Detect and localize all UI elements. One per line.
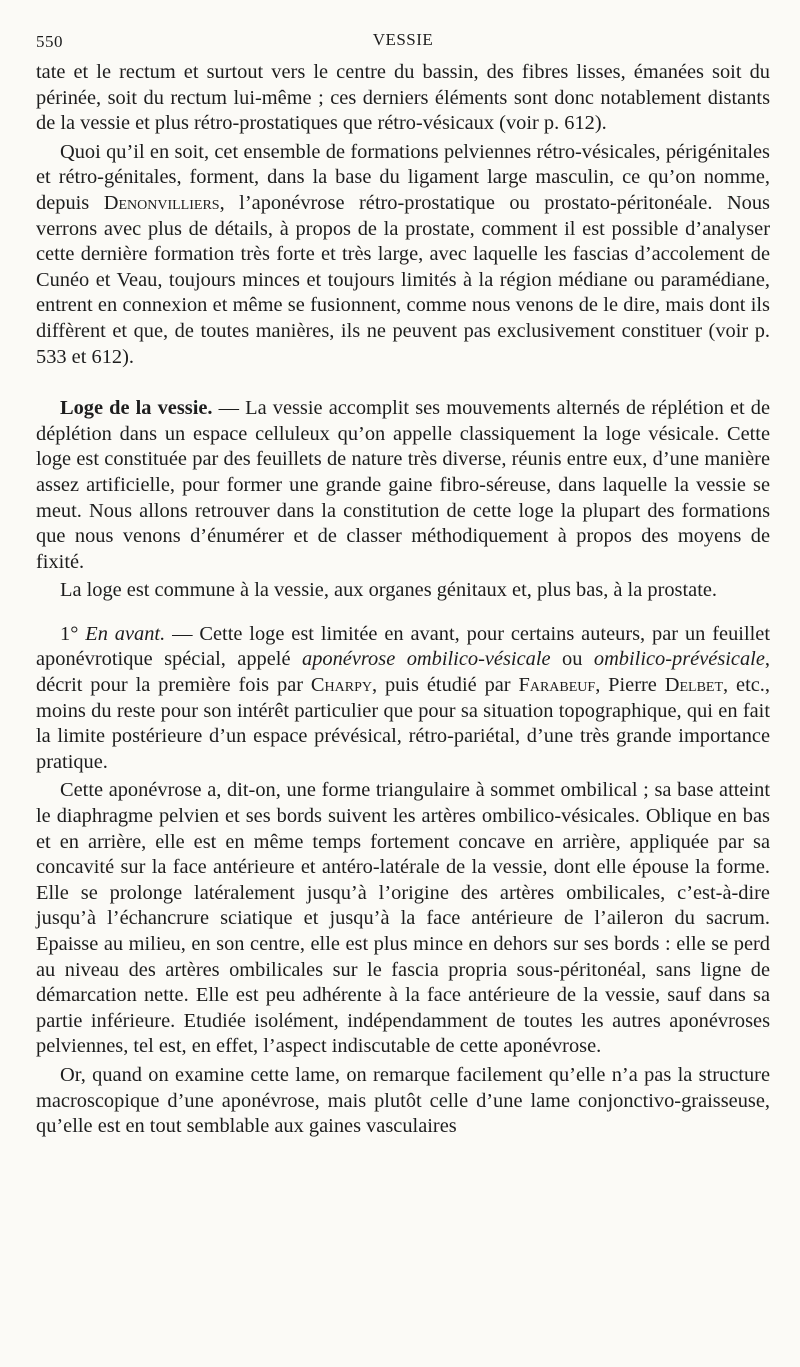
author-name: Farabeuf	[518, 674, 596, 697]
page-header	[36, 24, 770, 60]
running-title: VESSIE	[372, 30, 434, 49]
list-number: 1°	[60, 622, 86, 645]
text-run: , décrit pour la première fois par	[36, 648, 770, 697]
paragraph-aponevrose: Cette aponévrose a, dit-on, une forme triangulaire à sommet ombilical ; sa base atteint le diaphragme pelvien et ses bords suivent les artères ombilico-vésicales. Oblique en bas et en arrière, elle est en même temps fortement concave en arrière, appliquée par sa concavité sur la face antérieure et antéro-latérale de la vessie, dont elle épouse la forme. Elle se prolonge latéralement jusqu’à l’origine des artères ombilicales, c’est-à-dire jusqu’à l’échancrure sciatique et jusqu’à la face antérieure de l’aileron du sacrum. Epaisse au milieu, en son centre, elle est plus mince en dehors sur ses bords : elle se perd au niveau des artères ombilicales sur le fascia propria sous-péritonéal, sans ligne de démarcation nette. Elle est peu adhérente à la face antérieure de la vessie, sauf dans sa partie inférieure. Etudiée isolément, indépendamment de toutes les autres aponévroses pelviennes, tel est, en effet, l’aspect indiscutable de cette aponévrose.	[36, 779, 770, 1058]
text-run: , etc., moins du reste pour son intérêt particulier que pour sa situation topographique, qui en fait la limite postérieure d’un espace prévésical, rétro-pariétal, d’une très grande importance pratique.	[36, 674, 770, 773]
paragraph-loge	[36, 396, 770, 575]
paragraph-continuation: tate et le rectum et surtout vers le centre du bassin, des fibres lisses, émanées soit du périnée, soit du rectum lui-même ; ces derniers éléments sont donc notablement distants de la vessie et plus rétro-prostatiques que rétro-vésicaux (voir p. 612).	[36, 61, 770, 135]
section-heading: Loge de la vessie.	[60, 397, 213, 420]
term: ombilico-prévésicale	[593, 648, 765, 671]
text-run: Quoi qu’il en soit, cet ensemble de formations pelviennes rétro-vésicales, périgénitales et rétro-génitales, forment, dans la base du ligament large masculin, ce qu’on nomme, depuis	[36, 140, 770, 214]
paragraph-en-avant	[36, 622, 770, 776]
text-run: — Cette loge est limitée en avant, pour certains auteurs, par un feuillet aponévrotique spécial, appelé	[36, 622, 770, 671]
paragraph-formations	[36, 140, 770, 370]
page-number: 550	[36, 32, 63, 51]
author-name: Denonvilliers	[103, 191, 220, 214]
subsection-label: En avant.	[85, 622, 166, 645]
term: aponévrose ombilico-vésicale	[302, 648, 551, 671]
text-run: , Pierre	[595, 674, 665, 697]
text-run: — La vessie accomplit ses mouvements alternés de réplétion et de déplétion dans un espace celluleux qu’on appelle classiquement la loge vésicale. Cette loge est constituée par des feuillets de nature très diverse, réunis entre eux, d’une manière assez artificielle, pour former une grande gaine fibro-séreuse, dans laquelle la vessie se meut. Nous allons retrouver dans la constitution de cette loge la plupart des formations que nous venons d’énumérer et de classer méthodiquement à propos des moyens de fixité.	[36, 397, 771, 573]
author-name: Charpy	[310, 674, 372, 697]
paragraph-loge-commune: La loge est commune à la vessie, aux organes génitaux et, plus bas, à la prostate.	[60, 579, 718, 602]
paragraph-lame: Or, quand on examine cette lame, on remarque facilement qu’elle n’a pas la structure macroscopique d’une aponévrose, mais plutôt celle d’une lame conjonctivo-graisseuse, qu’elle est en tout semblable aux gaines vasculaires	[36, 1063, 770, 1138]
text-run: , l’aponévrose rétro-prostatique ou prostato-péritonéale. Nous verrons avec plus de détails, à propos de la prostate, comment il est possible d’analyser cette dernière formation très forte et très large, avec laquelle les fascias d’accolement de Cunéo et Veau, toujours minces et toujours limités à la région médiane ou paramédiane, entrent en connexion et même se fusionnent, comme nous venons de le dire, mais dont ils diffèrent et que, de toutes manières, ils ne peuvent pas exclusivement constituer (voir p. 533 et 612).	[36, 191, 770, 368]
text-run: ou	[550, 648, 594, 671]
author-name: Delbet	[664, 674, 724, 697]
text-run: , puis étudié par	[371, 674, 519, 697]
